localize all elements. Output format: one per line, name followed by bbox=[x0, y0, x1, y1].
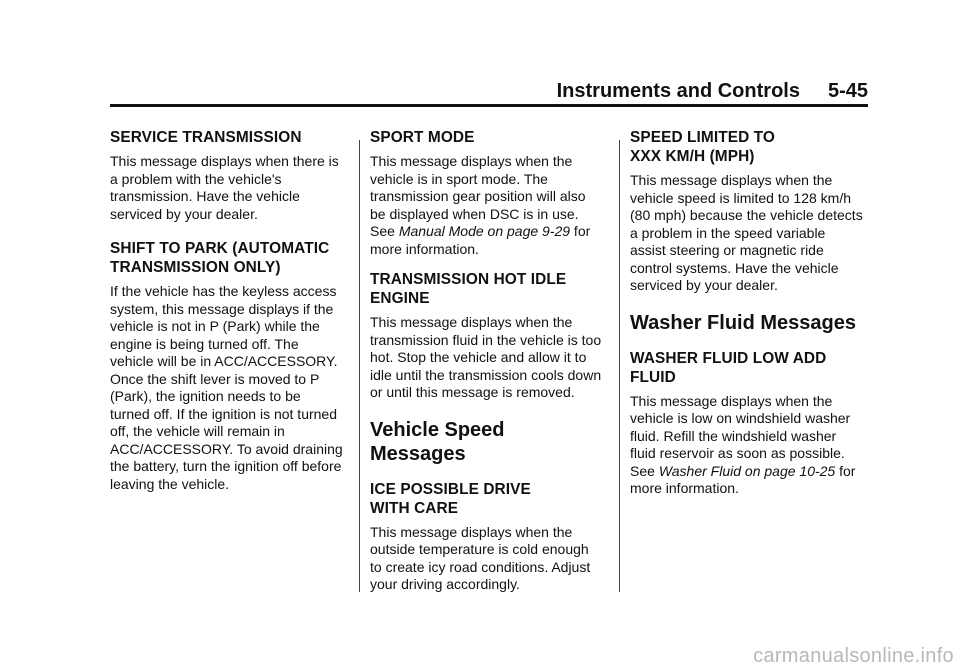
heading-shift-line2: TRANSMISSION ONLY) bbox=[110, 259, 281, 276]
page-number: 5-45 bbox=[827, 80, 868, 102]
heading-speed-line2: XXX KM/H (MPH) bbox=[630, 148, 755, 165]
heading-ice-line2: WITH CARE bbox=[370, 499, 459, 517]
heading-shift-line1: SHIFT TO PARK (AUTOMATIC bbox=[110, 240, 330, 257]
heading-service-transmission: SERVICE TRANSMISSION bbox=[110, 129, 302, 146]
paragraph-ice-possible: This message displays when the outside temperature is cold enough to create icy road conditions. Adjust your driving accordingly. bbox=[370, 523, 591, 592]
washer-text-a: This message displays when the vehicle is low on windshield washer fluid. Refill the windshield washer fluid reservoir as soon as possible. See bbox=[630, 392, 851, 479]
heading-speed-limited bbox=[630, 128, 864, 166]
heading-speed-line1: SPEED LIMITED TO bbox=[630, 129, 775, 146]
heading-transmission-hot-idle bbox=[370, 270, 604, 308]
paragraph-washer-fluid-low bbox=[630, 393, 864, 498]
column-divider-right bbox=[619, 140, 620, 592]
paragraph-service-transmission: This message displays when there is a problem with the vehicle's transmission. Have the vehicle serviced by your dealer. bbox=[110, 153, 339, 222]
heading-washer-line1: WASHER FLUID LOW ADD bbox=[630, 349, 827, 367]
sport-text-b: for more information. bbox=[370, 223, 591, 257]
section-heading-washer-fluid: Washer Fluid Messages bbox=[630, 311, 856, 334]
heading-ice-line1: ICE POSSIBLE DRIVE bbox=[370, 480, 531, 498]
section-title: Instruments and Controls bbox=[556, 80, 800, 102]
column-right bbox=[630, 128, 864, 510]
manual-mode-reference-link[interactable]: Manual Mode on page 9-29 bbox=[398, 223, 571, 239]
paragraph-speed-limited: This message displays when the vehicle speed is limited to 128 km/h (80 mph) because the vehicle detects a problem in the speed variable assist steering or magnetic ride control systems. Have the vehicle serviced by your dealer. bbox=[630, 172, 863, 293]
washer-text-b: for more information. bbox=[630, 462, 856, 496]
column-middle bbox=[370, 128, 604, 606]
heading-washer-fluid-low bbox=[630, 349, 864, 387]
washer-fluid-reference-link[interactable]: Washer Fluid on page 10-25 bbox=[658, 462, 836, 479]
watermark-text: carmanualsonline.info bbox=[753, 645, 954, 667]
column-left bbox=[110, 128, 344, 505]
paragraph-sport-mode bbox=[370, 153, 604, 258]
sport-text-a: This message displays when the vehicle is in sport mode. The transmission gear position will also be displayed when DSC is in use. See bbox=[370, 153, 586, 239]
page-header bbox=[110, 78, 868, 104]
column-divider-left bbox=[359, 140, 360, 592]
paragraph-transmission-hot-idle: This message displays when the transmission fluid in the vehicle is too hot. Stop the vehicle and allow it to idle until the transmission cools down or until this message is removed. bbox=[370, 314, 602, 400]
heading-hot-line2: ENGINE bbox=[370, 290, 430, 307]
heading-sport-mode: SPORT MODE bbox=[370, 129, 475, 146]
section-heading-vehicle-speed: Vehicle Speed Messages bbox=[370, 418, 505, 465]
heading-shift-to-park bbox=[110, 239, 344, 277]
heading-washer-line2: FLUID bbox=[630, 368, 676, 386]
header-rule bbox=[110, 104, 868, 107]
heading-hot-line1: TRANSMISSION HOT IDLE bbox=[370, 271, 567, 288]
heading-ice-possible bbox=[370, 480, 604, 518]
paragraph-shift-to-park: If the vehicle has the keyless access system, this message displays if the vehicle is not in P (Park) while the engine is being turned off. The vehicle will be in ACC/ACCESSORY. Once the shift lever is moved to P (Park), the ignition needs to be turned off. If the ignition is not turned off, the vehicle will remain in ACC/ACCESSORY. To avoid draining the battery, turn the ignition off before leaving the vehicle. bbox=[110, 283, 343, 492]
